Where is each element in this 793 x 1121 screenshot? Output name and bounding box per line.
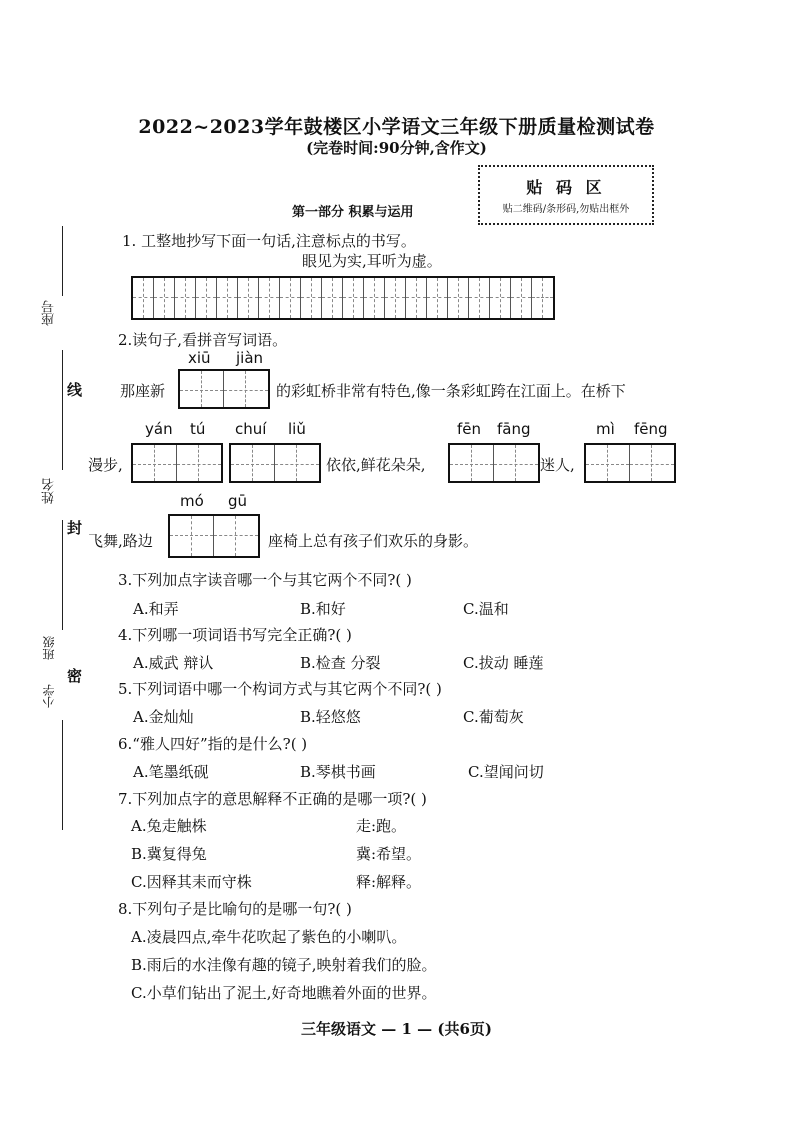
pinyin-liu: liǔ (288, 420, 306, 438)
pinyin-jian: jiàn (236, 349, 264, 367)
page-footer: 三年级语文 — 1 — (共6页) (301, 1020, 492, 1038)
q7-option-c[interactable]: C.因释其耒而守株 (131, 873, 252, 891)
q5-option-b[interactable]: B.轻悠悠 (300, 708, 361, 726)
answer-box-yantu[interactable] (131, 443, 223, 483)
q1-sentence: 眼见为实,耳听为虚。 (302, 252, 442, 270)
grid-cell[interactable] (511, 278, 532, 318)
q6-option-c[interactable]: C.望闻问切 (468, 763, 544, 781)
grid-cell[interactable] (364, 278, 385, 318)
grid-cell[interactable] (196, 278, 217, 318)
grid-cell[interactable] (133, 278, 154, 318)
grid-cell[interactable] (238, 278, 259, 318)
pinyin-mi: mì (596, 420, 615, 438)
name-label: 姓名 (42, 478, 57, 504)
q1-writing-grid[interactable] (131, 276, 555, 320)
q5-stem: 5.下列词语中哪一个构词方式与其它两个不同?( ) (118, 680, 442, 698)
q2-line3-end: 座椅上总有孩子们欢乐的身影。 (268, 532, 479, 550)
q2-line1-end: 的彩虹桥非常有特色,像一条彩虹跨在江面上。在桥下 (276, 382, 626, 400)
grid-cell[interactable] (343, 278, 364, 318)
seat-label: 座号 (42, 300, 57, 326)
q6-option-b[interactable]: B.琴棋书画 (300, 763, 376, 781)
answer-box-chuiliu[interactable] (229, 443, 321, 483)
name-line (62, 350, 63, 470)
q5-option-a[interactable]: A.金灿灿 (133, 708, 194, 726)
q1-stem: 1. 工整地抄写下面一句话,注意标点的书写。 (122, 232, 416, 250)
grid-cell[interactable] (175, 278, 196, 318)
pinyin-gu: gū (228, 492, 248, 510)
grid-cell[interactable] (154, 278, 175, 318)
q8-option-b[interactable]: B.雨后的水洼像有趣的镜子,映射着我们的脸。 (131, 956, 437, 974)
q3-stem: 3.下列加点字读音哪一个与其它两个不同?( ) (118, 571, 412, 589)
class-label: 班级 (42, 636, 56, 660)
seat-line (62, 226, 63, 296)
q2-line2-end: 迷人, (540, 456, 575, 474)
pinyin-mo: mó (180, 492, 204, 510)
grid-cell[interactable] (427, 278, 448, 318)
q8-option-c[interactable]: C.小草们钻出了泥土,好奇地瞧着外面的世界。 (131, 984, 437, 1002)
q4-option-a[interactable]: A.威武 辩认 (133, 654, 214, 672)
q8-option-a[interactable]: A.凌晨四点,牵牛花吹起了紫色的小喇叭。 (131, 928, 407, 946)
q7-option-b-explanation: 冀:希望。 (356, 845, 422, 863)
grid-cell[interactable] (322, 278, 343, 318)
barcode-area (478, 165, 654, 225)
grid-cell[interactable] (448, 278, 469, 318)
grid-cell[interactable] (217, 278, 238, 318)
grid-cell[interactable] (259, 278, 280, 318)
answer-box-xiujian[interactable] (178, 369, 270, 409)
section-title: 第一部分 积累与运用 (292, 205, 414, 220)
secret-mark: 密 (65, 668, 83, 683)
barcode-area-note: 贴二维码/条形码,勿贴出框外 (502, 204, 630, 215)
exam-title: 2022~2023学年鼓楼区小学语文三年级下册质量检测试卷 (138, 116, 655, 138)
q4-option-c[interactable]: C.拔动 睡莲 (463, 654, 544, 672)
q7-stem: 7.下列加点字的意思解释不正确的是哪一项?( ) (118, 790, 427, 808)
grid-cell[interactable] (301, 278, 322, 318)
class-line (62, 520, 63, 630)
pinyin-fen: fēn (457, 420, 482, 438)
grid-cell[interactable] (469, 278, 490, 318)
q7-option-c-explanation: 释:解释。 (356, 873, 422, 891)
pinyin-tu: tú (190, 420, 206, 438)
q8-stem: 8.下列句子是比喻句的是哪一句?( ) (118, 900, 352, 918)
school-label: 小学 (42, 684, 56, 708)
seal-mark: 封 (65, 520, 83, 535)
grid-cell[interactable] (490, 278, 511, 318)
pinyin-feng: fēng (634, 420, 668, 438)
answer-box-mifeng[interactable] (584, 443, 676, 483)
exam-subtitle: (完卷时间:90分钟,含作文) (306, 139, 487, 157)
q4-option-b[interactable]: B.检查 分裂 (300, 654, 381, 672)
q2-line1-start: 那座新 (120, 382, 166, 400)
q3-option-b[interactable]: B.和好 (300, 600, 346, 618)
q2-line2-start: 漫步, (88, 456, 123, 474)
q4-stem: 4.下列哪一项词语书写完全正确?( ) (118, 626, 352, 644)
grid-cell[interactable] (532, 278, 553, 318)
q5-option-c[interactable]: C.葡萄灰 (463, 708, 524, 726)
q7-option-b[interactable]: B.冀复得兔 (131, 845, 207, 863)
pinyin-yan: yán (145, 420, 173, 438)
answer-box-mogu[interactable] (168, 514, 260, 558)
pinyin-xiu: xiū (188, 349, 211, 367)
barcode-area-title: 贴 码 区 (526, 178, 606, 197)
school-line (62, 720, 63, 830)
pinyin-fang: fāng (497, 420, 531, 438)
line-mark: 线 (65, 382, 83, 397)
q2-stem: 2.读句子,看拼音写词语。 (118, 331, 288, 349)
q6-stem: 6.“雅人四好”指的是什么?( ) (118, 735, 308, 753)
grid-cell[interactable] (385, 278, 406, 318)
grid-cell[interactable] (280, 278, 301, 318)
q6-option-a[interactable]: A.笔墨纸砚 (133, 763, 209, 781)
q2-line3-start: 飞舞,路边 (88, 532, 153, 550)
q7-option-a-explanation: 走:跑。 (356, 817, 407, 835)
pinyin-chui: chuí (235, 420, 267, 438)
answer-box-fenfang[interactable] (448, 443, 540, 483)
q3-option-c[interactable]: C.温和 (463, 600, 509, 618)
grid-cell[interactable] (406, 278, 427, 318)
q3-option-a[interactable]: A.和弄 (133, 600, 179, 618)
q7-option-a[interactable]: A.兔走触株 (131, 817, 207, 835)
q2-line2-mid: 依依,鲜花朵朵, (326, 456, 426, 474)
